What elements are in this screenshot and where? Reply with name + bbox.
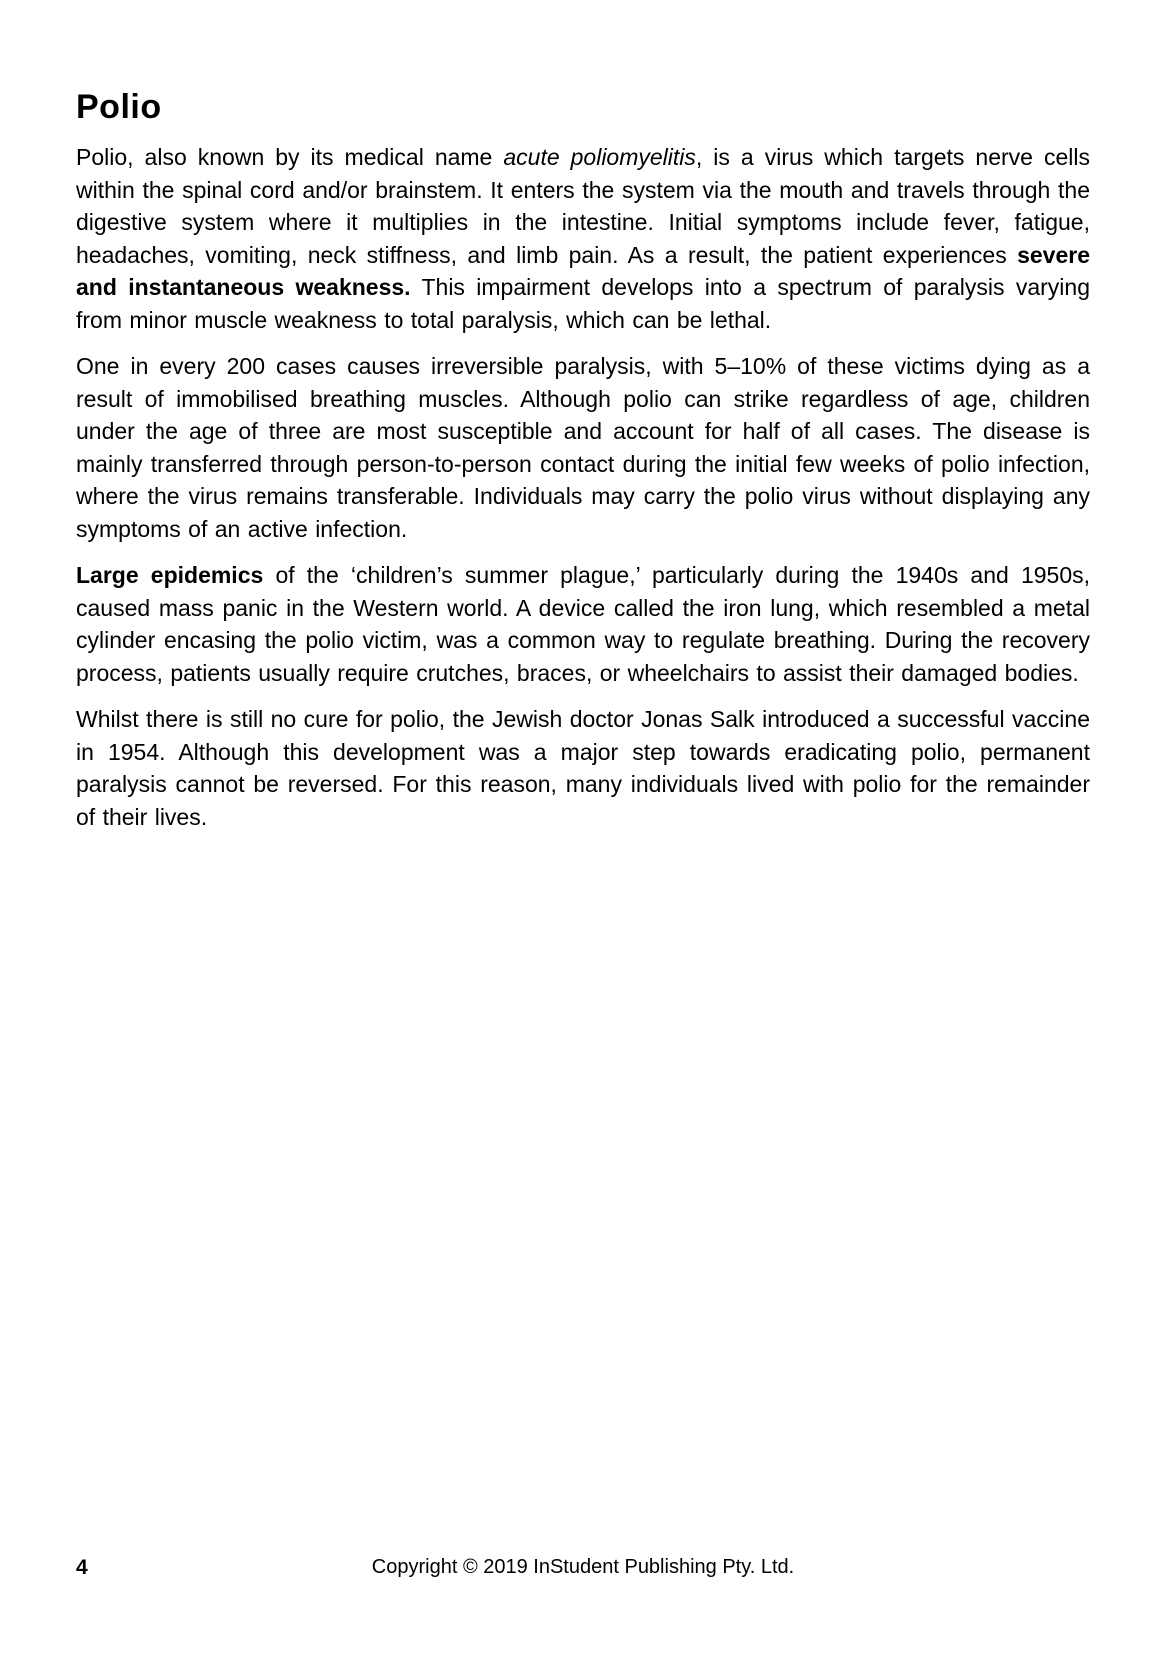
body-text — [76, 141, 1090, 833]
text-segment: Whilst there is still no cure for polio, the Jewish doctor Jonas Salk introduced a successful vaccine in 1954. Although this development was a major step towards eradicating polio, permanent paralysis cannot be reversed. For this reason, many individuals lived with polio for the remainder of their lives. — [76, 706, 1090, 830]
text-segment-bold: severe and instantaneous weakness. — [76, 241, 1090, 300]
text-segment-bold: Large epidemics — [76, 562, 264, 588]
text-segment-italic: acute poliomyelitis — [503, 144, 696, 170]
text-segment: Polio, also known by its medical name — [76, 144, 504, 170]
paragraph — [76, 559, 1090, 689]
copyright-text: Copyright © 2019 InStudent Publishing Pty. Ltd. — [371, 1556, 795, 1578]
text-segment: This impairment develops into a spectrum of paralysis varying from minor muscle weakness to total paralysis, which can be lethal. — [76, 274, 1090, 333]
paragraph — [76, 703, 1090, 833]
text-segment: of the ‘children’s summer plague,’ particularly during the 1940s and 1950s, caused mass panic in the Western world. A device called the iron lung, which resembled a metal cylinder encasing the polio victim, was a common way to regulate breathing. During the recovery process, patients usually require crutches, braces, or wheelchairs to assist their damaged bodies. — [76, 562, 1090, 686]
paragraph — [76, 350, 1090, 545]
paragraph — [76, 141, 1090, 336]
text-segment: One in every 200 cases causes irreversible paralysis, with 5–10% of these victims dying as a result of immobilised breathing muscles. Although polio can strike regardless of age, children under the age of three are most susceptible and account for half of all cases. The disease is mainly transferred through person-to-person contact during the initial few weeks of polio infection, where the virus remains transferable. Individuals may carry the polio virus without displaying any symptoms of an active infection. — [76, 353, 1090, 542]
text-segment: , is a virus which targets nerve cells within the spinal cord and/or brainstem. It enters the system via the mouth and travels through the digestive system where it multiplies in the intestine. Initial symptoms include fever, fatigue, headaches, vomiting, neck stiffness, and limb pain. As a result, the patient experiences — [76, 144, 1090, 268]
page-footer — [76, 1556, 1090, 1582]
page-title: Polio — [76, 88, 162, 126]
page-number: 4 — [76, 1556, 88, 1579]
